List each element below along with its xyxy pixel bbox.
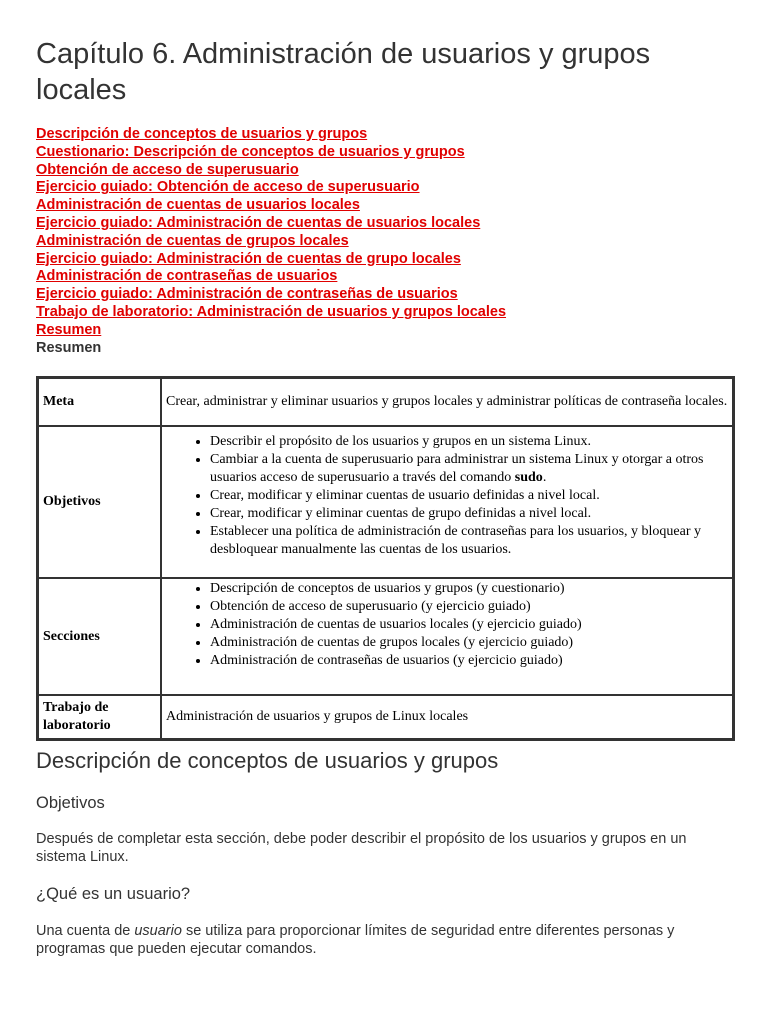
toc-link[interactable]: Ejercicio guiado: Administración de contraseñas de usuarios [36,286,458,303]
toc-link[interactable]: Cuestionario: Descripción de conceptos de usuarios y grupos [36,143,465,160]
list-item-text: Cambiar a la cuenta de superusuario para administrar un sistema Linux y otorgar a otros usuarios acceso de superusuario a través del comando [210,452,704,485]
objetivos-list [166,433,728,559]
usuario-paragraph [36,923,726,958]
objetivos-heading: Objetivos [36,794,105,812]
secciones-list [166,580,728,670]
toc-link[interactable]: Administración de contraseñas de usuarios [36,268,338,285]
section-title: Descripción de conceptos de usuarios y grupos [36,748,499,773]
toc-link[interactable]: Ejercicio guiado: Administración de cuentas de usuarios locales [36,214,481,231]
question-heading: ¿Qué es un usuario? [36,885,191,903]
list-item: • Administración de cuentas de usuarios locales (y ejercicio guiado) [210,616,728,634]
objetivos-paragraph: Después de completar esta sección, debe poder describir el propósito de los usuarios y grupos en un sistema Linux. [36,831,687,865]
lab-label: Trabajo de laboratorio [38,695,161,739]
toc-link[interactable]: Obtención de acceso de superusuario [36,161,299,178]
list-item: • Establecer una política de administración de contraseñas para los usuarios, y bloquear y desbloquear manualmente las cuentas de los usuarios. [210,523,728,559]
table-of-contents [36,126,736,357]
meta-text: Crear, administrar y eliminar usuarios y grupos locales y administrar políticas de contraseña locales. [161,378,733,426]
meta-label: Meta [38,378,161,426]
list-item: • Administración de cuentas de grupos locales (y ejercicio guiado) [210,634,728,652]
toc-link[interactable]: Ejercicio guiado: Administración de cuentas de grupo locales [36,250,461,267]
objetivos-label: Objetivos [38,426,161,578]
paragraph-text: se utiliza para proporcionar límites de seguridad entre diferentes personas y programas que pueden ejecutar comandos. [36,923,675,957]
toc-link[interactable]: Descripción de conceptos de usuarios y grupos [36,126,368,142]
chapter-title: Capítulo 6. Administración de usuarios y grupos locales [36,38,651,106]
toc-link[interactable]: Trabajo de laboratorio: Administración de usuarios y grupos locales [36,303,507,320]
list-item: • Obtención de acceso de superusuario (y ejercicio guiado) [210,598,728,616]
paragraph-text: Una cuenta de [36,923,135,939]
chapter-overview-table [36,376,735,741]
list-item: • Crear, modificar y eliminar cuentas de grupo definidas a nivel local. [210,505,728,523]
list-item: • Descripción de conceptos de usuarios y grupos (y cuestionario) [210,580,728,598]
table-row [38,378,733,426]
toc-link[interactable]: Administración de cuentas de grupos locales [36,232,349,249]
list-item: • Describir el propósito de los usuarios y grupos en un sistema Linux. [210,433,728,451]
table-row [38,695,733,739]
toc-link[interactable]: Resumen [36,321,102,338]
list-item: • Crear, modificar y eliminar cuentas de usuario definidas a nivel local. [210,487,728,505]
secciones-cell [161,578,733,695]
sudo-command: sudo [514,470,543,485]
toc-link[interactable]: Administración de cuentas de usuarios locales [36,197,360,214]
toc-summary-label: Resumen [36,339,102,356]
list-item [210,451,728,487]
list-item-text: . [542,470,547,485]
table-row [38,578,733,695]
list-item: • Administración de contraseñas de usuarios (y ejercicio guiado) [210,652,728,670]
table-row [38,426,733,578]
secciones-label: Secciones [38,578,161,695]
toc-link[interactable]: Ejercicio guiado: Obtención de acceso de superusuario [36,179,420,196]
lab-text: Administración de usuarios y grupos de Linux locales [161,695,733,739]
objetivos-cell [161,426,733,578]
emphasis-usuario: usuario [134,923,182,939]
